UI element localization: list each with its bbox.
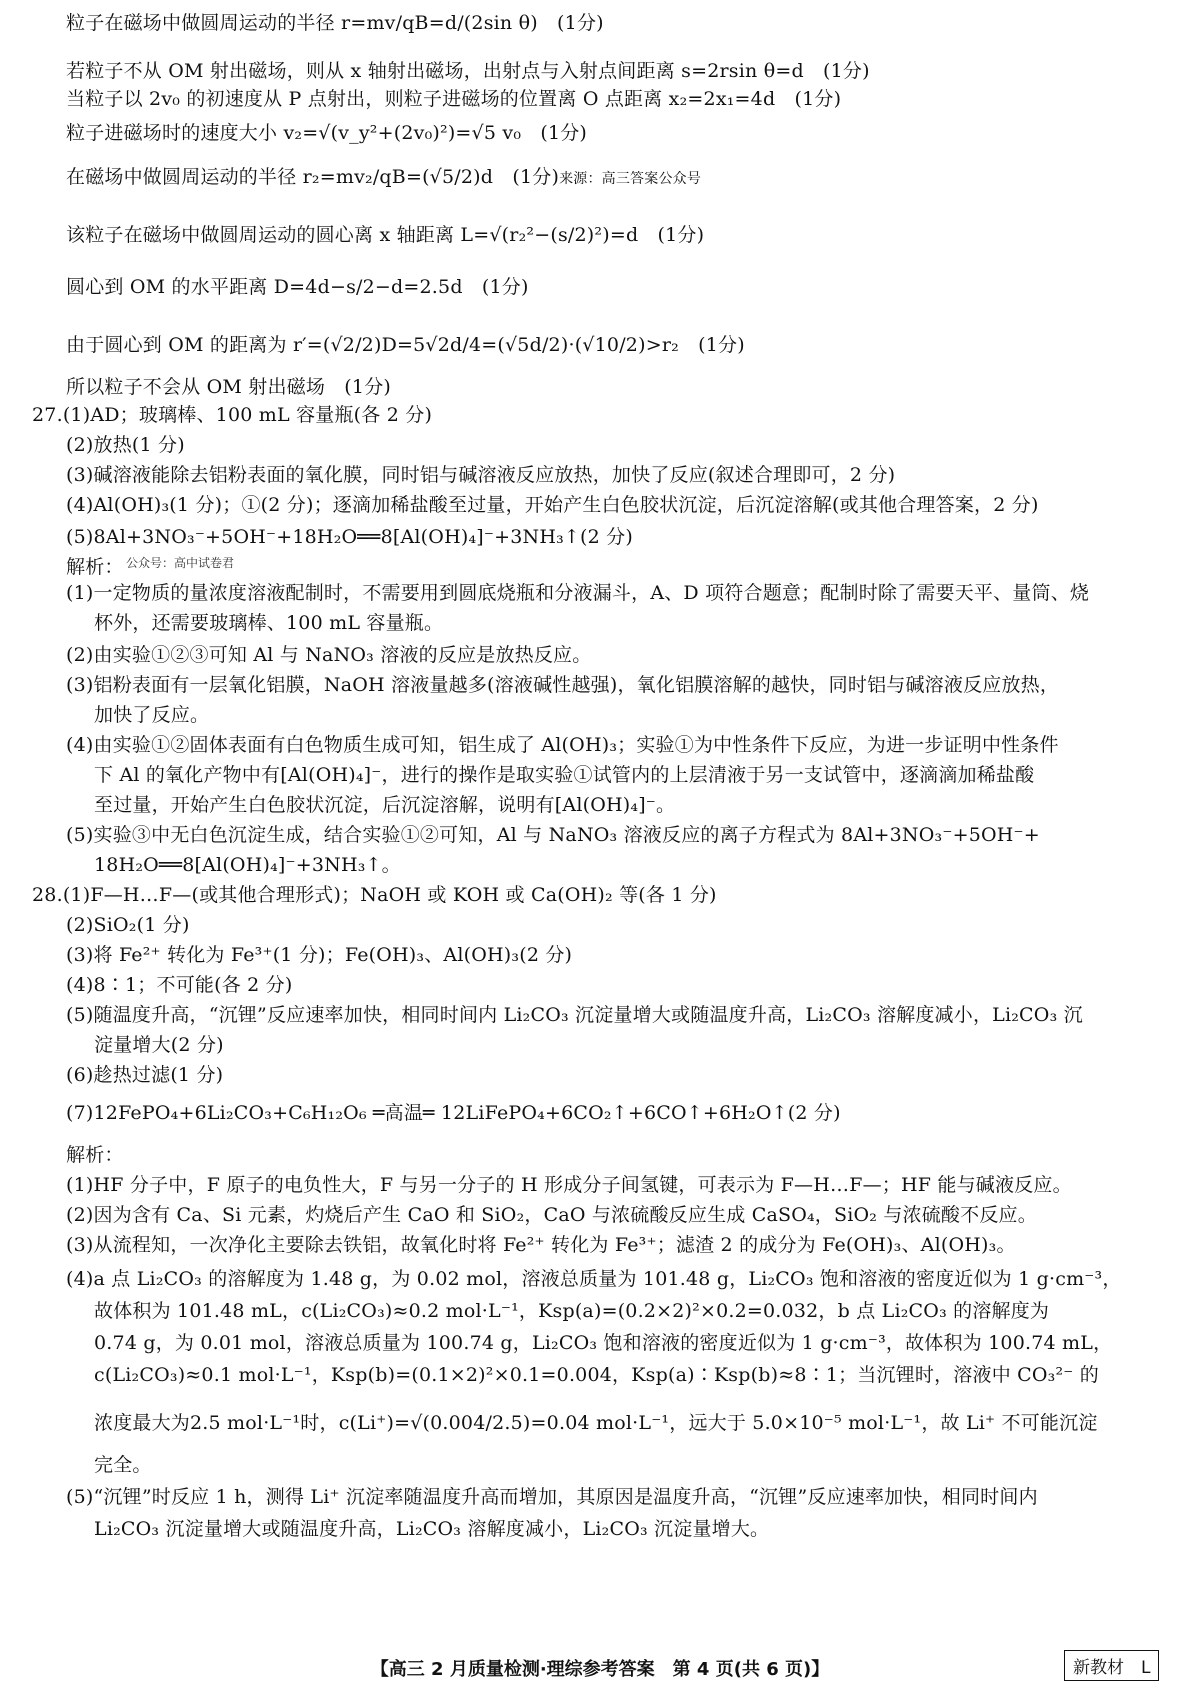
text-line: (5)随温度升高，“沉锂”反应速率加快，相同时间内 Li₂CO₃ 沉淀量增大或随温度升高，Li₂CO₃ 溶解度减小，Li₂CO₃ 沉 — [66, 1004, 1083, 1026]
text-line: (5)“沉锂”时反应 1 h，测得 Li⁺ 沉淀率随温度升高而增加，其原因是温度升高，“沉锂”反应速率加快，相同时间内 — [66, 1486, 1038, 1508]
text-line: 0.74 g，为 0.01 mol，溶液总质量为 100.74 g，Li₂CO₃ 饱和溶液的密度近似为 1 g·cm⁻³，故体积为 100.74 mL， — [94, 1332, 1113, 1354]
text-line: (2)因为含有 Ca、Si 元素，灼烧后产生 CaO 和 SiO₂，CaO 与浓硫酸反应生成 CaSO₄，SiO₂ 与浓硫酸不反应。 — [66, 1204, 1037, 1226]
page-footer: 【高三 2 月质量检测·理综参考答案 第 4 页(共 6 页)】 — [370, 1659, 830, 1680]
text-line: 故体积为 101.48 mL，c(Li₂CO₃)≈0.2 mol·L⁻¹，Ksp(a)=(0.2×2)²×0.2=0.032，b 点 Li₂CO₃ 的溶解度为 — [94, 1300, 1050, 1322]
text-line: 由于圆心到 OM 的距离为 r′=(√2/2)D=5√2d/4=(√5d/2)·(√10/2)>r₂ (1分) — [66, 334, 745, 356]
text-line: 加快了反应。 — [94, 704, 210, 726]
text-line: (7)12FePO₄+6Li₂CO₃+C₆H₁₂O₆ ═高温═ 12LiFePO₄+6CO₂↑+6CO↑+6H₂O↑(2 分) — [66, 1102, 841, 1124]
text-line: 浓度最大为2.5 mol·L⁻¹时，c(Li⁺)=√(0.004/2.5)=0.04 mol·L⁻¹，远大于 5.0×10⁻⁵ mol·L⁻¹，故 Li⁺ 不可能沉淀 — [94, 1412, 1098, 1434]
text-line: 至过量，开始产生白色胶状沉淀，后沉淀溶解，说明有[Al(OH)₄]⁻。 — [94, 794, 676, 816]
text-line: 粒子在磁场中做圆周运动的半径 r=mv/qB=d/(2sin θ) (1分) — [66, 12, 604, 34]
text-line: c(Li₂CO₃)≈0.1 mol·L⁻¹，Ksp(b)=(0.1×2)²×0.1=0.004，Ksp(a)∶Ksp(b)≈8∶1；当沉锂时，溶液中 CO₃²⁻ 的 — [94, 1364, 1099, 1386]
text-line: 淀量增大(2 分) — [94, 1034, 224, 1056]
text-line: Li₂CO₃ 沉淀量增大或随温度升高，Li₂CO₃ 溶解度减小，Li₂CO₃ 沉淀量增大。 — [94, 1518, 770, 1540]
text-line: (6)趁热过滤(1 分) — [66, 1064, 224, 1086]
text-line: (3)将 Fe²⁺ 转化为 Fe³⁺(1 分)；Fe(OH)₃、Al(OH)₃(2 分) — [66, 944, 573, 966]
question-28-heading: 28.(1)F—H…F—(或其他合理形式)；NaOH 或 KOH 或 Ca(OH)₂ 等(各 1 分) — [32, 884, 717, 906]
text-line: (4)8∶1；不可能(各 2 分) — [66, 974, 293, 996]
text-line: (2)由实验①②③可知 Al 与 NaNO₃ 溶液的反应是放热反应。 — [66, 644, 592, 666]
text-line: (2)放热(1 分) — [66, 434, 185, 456]
text-line: 杯外，还需要玻璃棒、100 mL 容量瓶。 — [94, 612, 444, 634]
watermark-note: 公众号：高中试卷君 — [126, 556, 235, 570]
text-line: 完全。 — [94, 1454, 152, 1476]
text-line: 粒子进磁场时的速度大小 v₂=√(v_y²+(2v₀)²)=√5 v₀ (1分) — [66, 122, 588, 144]
text-line: 该粒子在磁场中做圆周运动的圆心离 x 轴距离 L=√(r₂²−(s/2)²)=d (1分) — [66, 224, 705, 246]
text-line: 圆心到 OM 的水平距离 D=4d−s/2−d=2.5d (1分) — [66, 276, 529, 298]
text-line: (3)从流程知，一次净化主要除去铁铝，故氧化时将 Fe²⁺ 转化为 Fe³⁺；滤渣 2 的成分为 Fe(OH)₃、Al(OH)₃。 — [66, 1234, 1016, 1256]
text-line: (2)SiO₂(1 分) — [66, 914, 190, 936]
text-line: (1)HF 分子中，F 原子的电负性大，F 与另一分子的 H 形成分子间氢键，可表示为 F—H…F—；HF 能与碱液反应。 — [66, 1174, 1072, 1196]
text-line: (3)碱溶液能除去铝粉表面的氧化膜，同时铝与碱溶液反应放热，加快了反应(叙述合理即可，2 分) — [66, 464, 896, 486]
text-line: 当粒子以 2v₀ 的初速度从 P 点射出，则粒子进磁场的位置离 O 点距离 x₂=2x₁=4d (1分) — [66, 88, 842, 110]
text-line: (1)一定物质的量浓度溶液配制时，不需要用到圆底烧瓶和分液漏斗，A、D 项符合题意；配制时除了需要天平、量筒、烧 — [66, 582, 1090, 604]
source-note: 来源：高三答案公众号 — [559, 171, 702, 187]
text-line: (5)实验③中无白色沉淀生成，结合实验①②可知，Al 与 NaNO₃ 溶液反应的离子方程式为 8Al+3NO₃⁻+5OH⁻+ — [66, 824, 1040, 846]
text-line: (3)铝粉表面有一层氧化铝膜，NaOH 溶液量越多(溶液碱性越强)，氧化铝膜溶解的越快，同时铝与碱溶液反应放热， — [66, 674, 1060, 696]
text-line: (4)a 点 Li₂CO₃ 的溶解度为 1.48 g，为 0.02 mol，溶液总质量为 101.48 g，Li₂CO₃ 饱和溶液的密度近似为 1 g·cm⁻³， — [66, 1268, 1122, 1290]
text-line: (4)由实验①②固体表面有白色物质生成可知，铝生成了 Al(OH)₃；实验①为中性条件下反应，为进一步证明中性条件 — [66, 734, 1059, 756]
text-line — [66, 164, 1178, 192]
text-line: 18H₂O══8[Al(OH)₄]⁻+3NH₃↑。 — [94, 854, 401, 876]
text-line: 所以粒子不会从 OM 射出磁场 (1分) — [66, 376, 392, 398]
text-line-main: 在磁场中做圆周运动的半径 r₂=mv₂/qB=(√5/2)d (1分) — [66, 166, 560, 188]
question-27-heading: 27.(1)AD；玻璃棒、100 mL 容量瓶(各 2 分) — [32, 404, 433, 426]
text-line: (4)Al(OH)₃(1 分)；①(2 分)；逐滴加稀盐酸至过量，开始产生白色胶状沉淀，后沉淀溶解(或其他合理答案，2 分) — [66, 494, 1039, 516]
text-line: (5)8Al+3NO₃⁻+5OH⁻+18H₂O══8[Al(OH)₄]⁻+3NH₃↑(2 分) — [66, 526, 633, 548]
text-line: 若粒子不从 OM 射出磁场，则从 x 轴射出磁场，出射点与入射点间距离 s=2rsin θ=d (1分) — [66, 60, 870, 82]
text-line: 下 Al 的氧化产物中有[Al(OH)₄]⁻，进行的操作是取实验①试管内的上层清液于另一支试管中，逐滴滴加稀盐酸 — [94, 764, 1035, 786]
analysis-heading: 解析： — [66, 1144, 124, 1166]
edition-tag: 新教材 L — [1064, 1650, 1159, 1681]
analysis-heading: 解析： — [66, 556, 124, 578]
